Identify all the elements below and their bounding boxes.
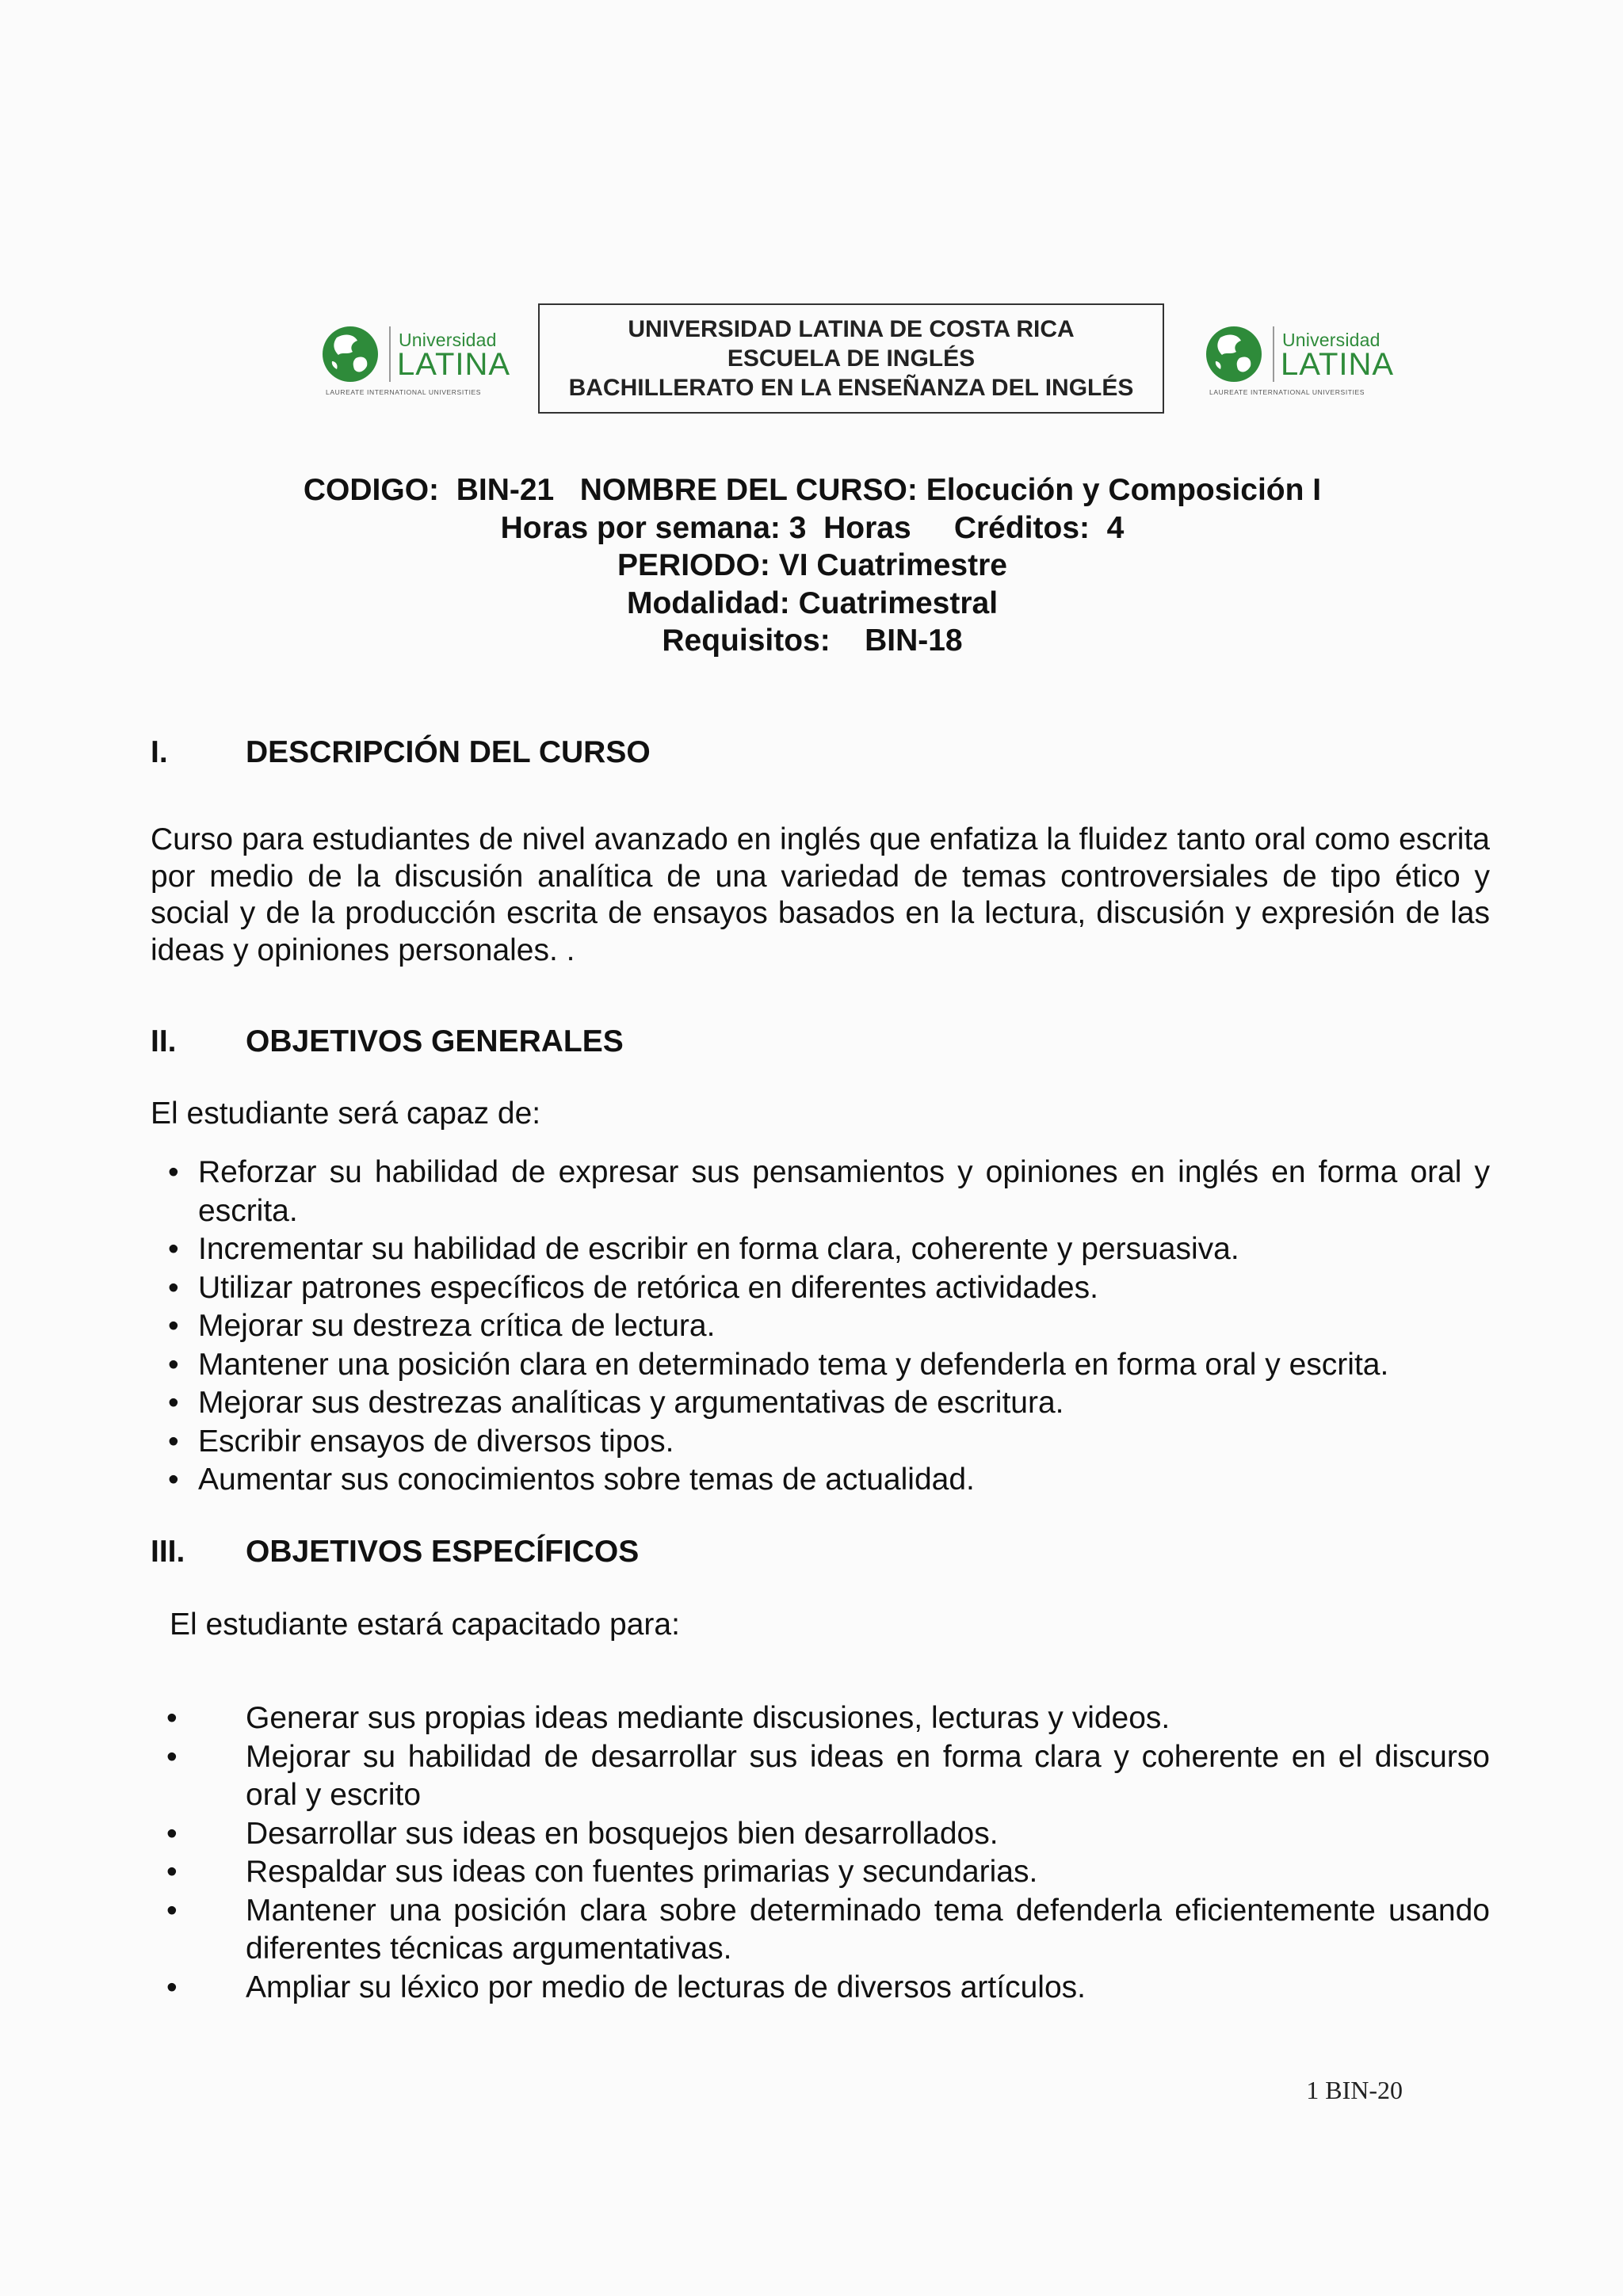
list-item xyxy=(166,1699,1490,1738)
logo-small-text: Universidad xyxy=(399,330,497,350)
list-item xyxy=(168,1269,1490,1308)
bullet-icon: • xyxy=(168,1463,179,1497)
globe-icon xyxy=(1205,325,1263,383)
page-footer: 1 BIN-20 xyxy=(1306,2076,1403,2104)
bullet-icon: • xyxy=(168,1155,179,1189)
bullet-icon: • xyxy=(168,1270,179,1305)
list-item-text: Reforzar su habilidad de expresar sus pensamientos y opiniones en inglés en forma oral y escrita. xyxy=(198,1155,1490,1228)
list-item-text: Ampliar su léxico por medio de lecturas de diversos artículos. xyxy=(246,1970,1086,2004)
list-item xyxy=(166,1853,1490,1892)
course-modality: Modalidad: Cuatrimestral xyxy=(626,585,999,620)
bullet-icon: • xyxy=(166,1893,178,1928)
bullet-icon: • xyxy=(166,1855,178,1889)
list-item-text: Aumentar sus conocimientos sobre temas de actualidad. xyxy=(198,1463,975,1497)
list-item-text: Incrementar su habilidad de escribir en forma clara, coherente y persuasiva. xyxy=(198,1232,1239,1266)
general-objectives-intro: El estudiante será capaz de: xyxy=(151,1097,541,1131)
course-info-block xyxy=(238,471,1387,660)
list-item xyxy=(166,1969,1490,2008)
course-period: PERIODO: VI Cuatrimestre xyxy=(617,548,1007,582)
list-item-text: Mantener una posición clara sobre determinado tema defenderla eficientemente usando diferentes técnicas argumentativas. xyxy=(246,1893,1490,1966)
list-item-text: Mejorar su destreza crítica de lectura. xyxy=(198,1309,716,1343)
logo-small-text: Universidad xyxy=(1282,330,1381,350)
list-item xyxy=(168,1307,1490,1346)
logo-big-text: LATINA xyxy=(1281,347,1395,382)
list-item xyxy=(166,1892,1490,1969)
globe-icon xyxy=(321,325,380,383)
specific-objectives-intro: El estudiante estará capacitado para: xyxy=(170,1608,680,1642)
list-item-text: Mejorar sus destrezas analíticas y argumentativas de escritura. xyxy=(198,1386,1064,1420)
bullet-icon: • xyxy=(168,1309,179,1343)
bullet-icon: • xyxy=(166,1739,178,1774)
course-requirements: Requisitos: BIN-18 xyxy=(662,624,963,658)
section-title: OBJETIVOS GENERALES xyxy=(246,1024,624,1058)
list-item xyxy=(168,1154,1490,1230)
list-item xyxy=(168,1461,1490,1500)
bullet-icon: • xyxy=(166,1701,178,1735)
list-item xyxy=(168,1346,1490,1385)
list-item-text: Mantener una posición clara en determinado tema y defenderla en forma oral y escrita. xyxy=(198,1347,1389,1382)
list-item-text: Mejorar su habilidad de desarrollar sus ideas en forma clara y coherente en el discurso oral y escrito xyxy=(246,1739,1490,1812)
general-objectives-list xyxy=(168,1154,1490,1500)
list-item xyxy=(166,1738,1490,1815)
list-item-text: Respaldar sus ideas con fuentes primarias y secundarias. xyxy=(246,1855,1038,1889)
specific-objectives-list xyxy=(166,1699,1490,2007)
university-logo-left xyxy=(321,315,511,402)
logo-tagline: LAUREATE INTERNATIONAL UNIVERSITIES xyxy=(1209,388,1365,396)
course-description-text: Curso para estudiantes de nivel avanzado en inglés que enfatiza la fluidez tanto oral como escrita por medio de la discusión analítica de una variedad de temas controversiales de tipo ético y social y de la producción escrita de ensayos basados en la lectura, discusión y expresión de las ideas y opiniones personales. . xyxy=(151,822,1490,967)
course-code-name: CODIGO: BIN-21 NOMBRE DEL CURSO: Elocución y Composición I xyxy=(303,473,1322,507)
list-item-text: Desarrollar sus ideas en bosquejos bien desarrollados. xyxy=(246,1816,999,1851)
list-item xyxy=(168,1423,1490,1462)
section-title: DESCRIPCIÓN DEL CURSO xyxy=(246,735,651,769)
logo-divider xyxy=(389,326,391,382)
program-name: BACHILLERATO EN LA ENSEÑANZA DEL INGLÉS xyxy=(568,375,1134,401)
section-title: OBJETIVOS ESPECÍFICOS xyxy=(246,1535,640,1569)
bullet-icon: • xyxy=(166,1970,178,2004)
list-item xyxy=(168,1230,1490,1269)
course-hours-credits: Horas por semana: 3 Horas Créditos: 4 xyxy=(500,510,1125,545)
logo-big-text: LATINA xyxy=(397,347,511,382)
bullet-icon: • xyxy=(168,1232,179,1266)
list-item-text: Escribir ensayos de diversos tipos. xyxy=(198,1424,674,1459)
institution-header-box xyxy=(538,303,1164,414)
bullet-icon: • xyxy=(168,1424,179,1459)
institution-name: UNIVERSIDAD LATINA DE COSTA RICA xyxy=(628,316,1075,342)
bullet-icon: • xyxy=(168,1386,179,1420)
list-item xyxy=(166,1815,1490,1854)
bullet-icon: • xyxy=(166,1816,178,1851)
section-number: III. xyxy=(151,1535,185,1569)
list-item-text: Generar sus propias ideas mediante discusiones, lecturas y videos. xyxy=(246,1701,1170,1735)
bullet-icon: • xyxy=(168,1347,179,1382)
school-name: ESCUELA DE INGLÉS xyxy=(727,345,976,372)
section-number: I. xyxy=(151,735,168,769)
section-number: II. xyxy=(151,1024,177,1058)
university-logo-right xyxy=(1205,315,1395,402)
logo-divider xyxy=(1273,326,1274,382)
list-item xyxy=(168,1384,1490,1423)
list-item-text: Utilizar patrones específicos de retórica en diferentes actividades. xyxy=(198,1270,1098,1305)
logo-tagline: LAUREATE INTERNATIONAL UNIVERSITIES xyxy=(326,388,482,396)
